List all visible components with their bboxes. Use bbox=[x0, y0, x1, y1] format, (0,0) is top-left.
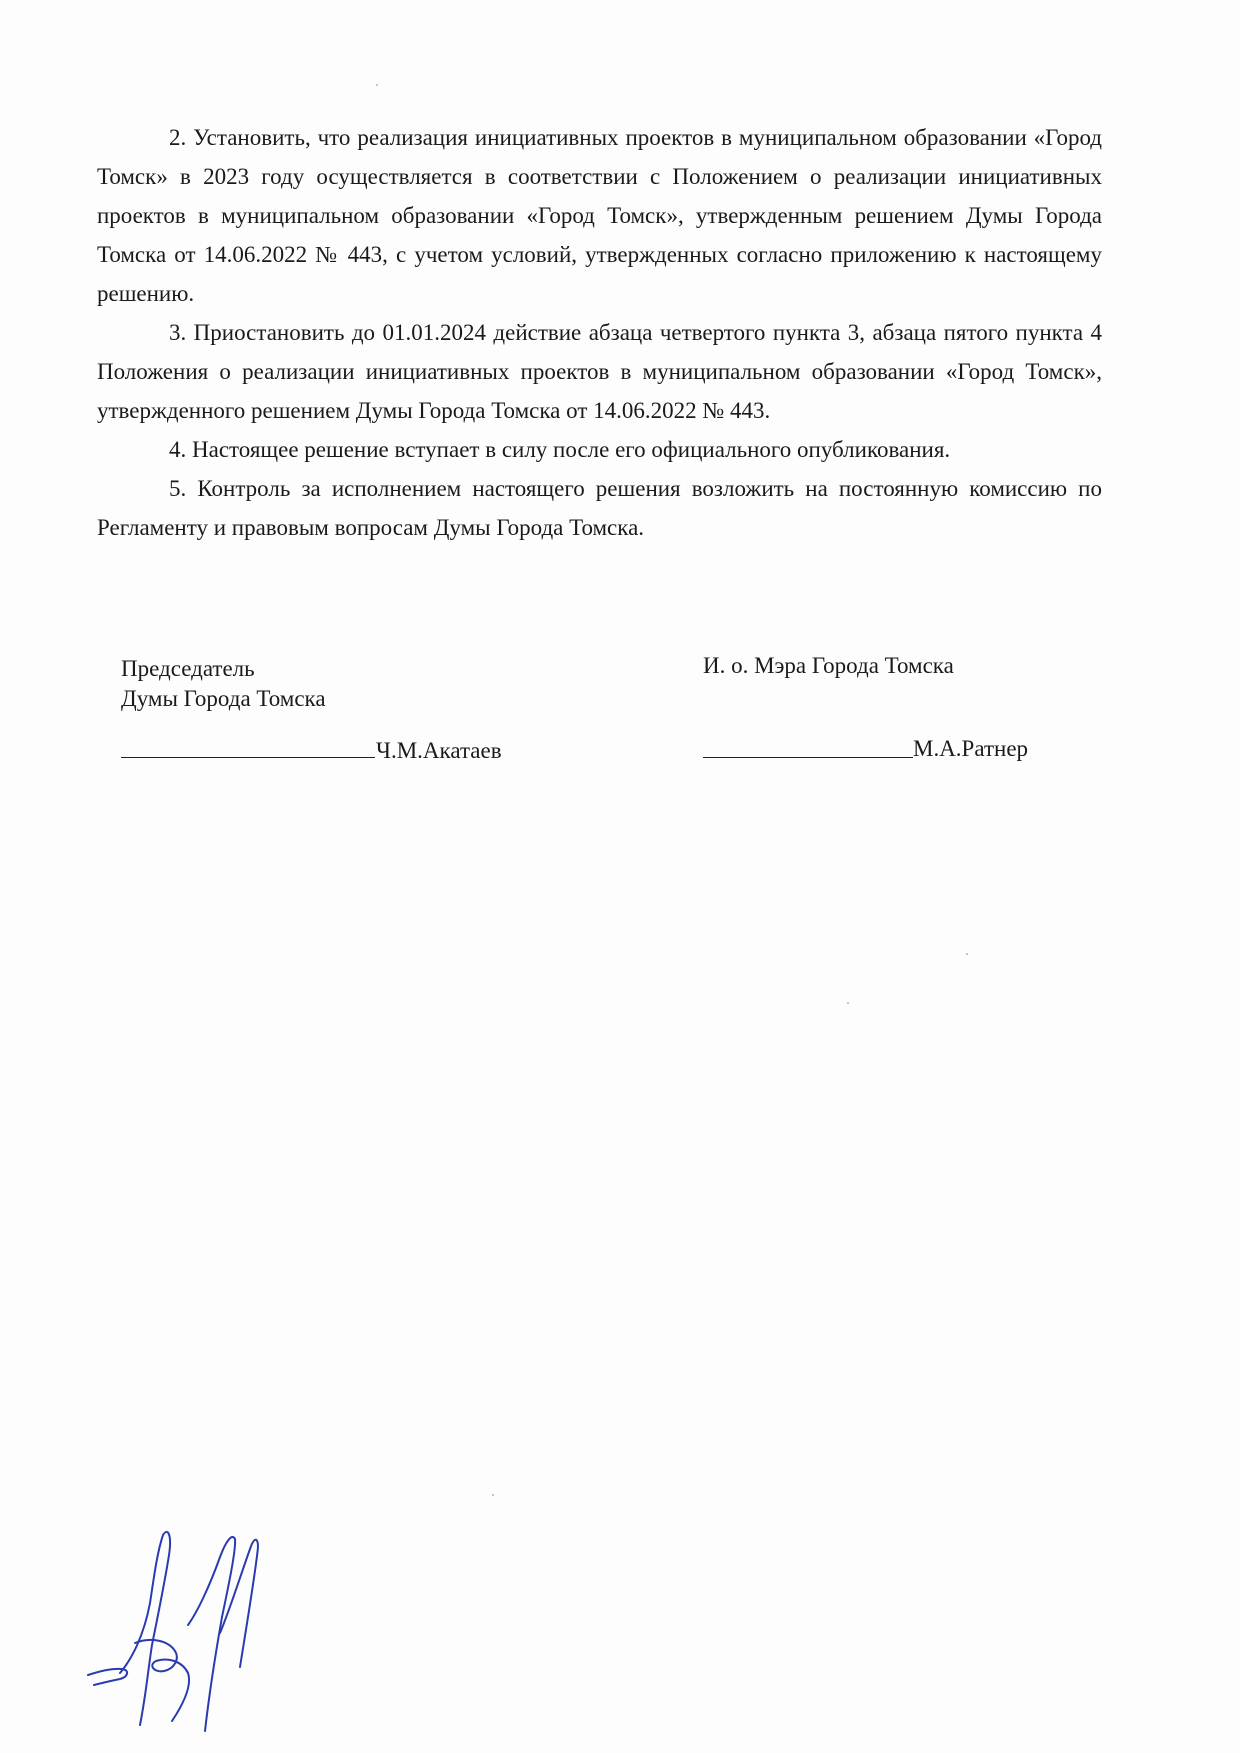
scan-speck bbox=[492, 1494, 494, 1496]
signature-line-left bbox=[121, 757, 375, 758]
document-body bbox=[97, 118, 1102, 547]
paragraph-5: 5. Контроль за исполнением настоящего решения возложить на постоянную комиссию по Регламенту и правовым вопросам Думы Города Томска. bbox=[97, 476, 1102, 540]
signatory-left-title bbox=[121, 654, 326, 714]
scan-speck bbox=[966, 953, 968, 955]
handwritten-stroke bbox=[188, 1537, 235, 1731]
scan-speck bbox=[376, 84, 378, 86]
signatory-right-title bbox=[703, 651, 954, 681]
signatory-left-name: Ч.М.Акатаев bbox=[376, 738, 502, 763]
signatory-left-title-line1: Председатель bbox=[121, 656, 255, 681]
paragraph-2: 2. Установить, что реализация инициативных проектов в муниципальном образовании «Город Томск» в 2023 году осуществляется в соответствии с Положением о реализации инициативных проектов в муниципальном образовании «Город Томск», утвержденным решением Думы Города Томска от 14.06.2022 № 443, с учетом условий, утвержденных согласно приложению к настоящему решению. bbox=[97, 125, 1102, 306]
paragraph-4: 4. Настоящее решение вступает в силу после его официального опубликования. bbox=[169, 437, 951, 462]
signatory-right-name: М.А.Ратнер bbox=[913, 736, 1029, 761]
scan-speck bbox=[847, 1002, 849, 1004]
signature-line-right bbox=[703, 757, 913, 758]
paragraph-3: 3. Приостановить до 01.01.2024 действие абзаца четвертого пункта 3, абзаца пятого пункта 4 Положения о реализации инициативных проектов в муниципальном образовании «Город Томск», утвержденного решением Думы Города Томска от 14.06.2022 № 443. bbox=[97, 320, 1102, 423]
handwritten-initials bbox=[80, 1525, 290, 1745]
handwritten-stroke bbox=[120, 1532, 170, 1725]
signatory-right-title-line1: И. о. Мэра Города Томска bbox=[703, 653, 954, 678]
signatory-left-title-line2: Думы Города Томска bbox=[121, 686, 326, 711]
